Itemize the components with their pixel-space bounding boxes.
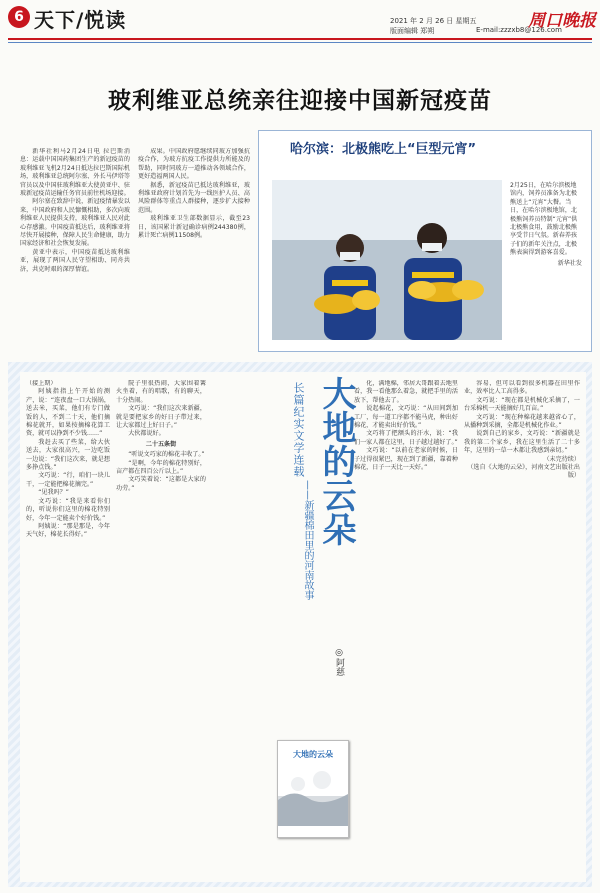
polar-bear-photo (272, 180, 502, 340)
serial-paragraph: 阿姨指指上午开始的测产，说：“连夜盘一口大锅锅，送去米，买菜，他们有专门做饭的人，不到二十天，他们摘棉花就开，如果按摘棉花算工资，就可以挣到不少钱……” (26, 388, 110, 438)
book-cover-art (278, 766, 348, 826)
editor-email: E-mail:zzzxb8@126.com (476, 26, 562, 34)
article-paragraph: 黄亚中表示，中国疫苗抵达玻利维亚，展现了两国人民守望相助、同舟共济，共克时艰的深厚情谊。 (20, 248, 130, 273)
serial-paragraph: “见我吗？” (38, 489, 69, 497)
serial-paragraph: 文巧说：“行，咱们一块儿干，一定能把棉花摘完。” (26, 472, 110, 488)
serial-paragraph: 容易，但可以看到很多机器在田里作业，效率比人工高得多。 (464, 380, 580, 396)
serial-series-label: 长篇纪实文学连载 (292, 382, 305, 478)
photo-caption-text: 2月25日，在哈尔滨极地馆内，饲养员准备为北极熊送上“元宵”大餐。当日，在哈尔滨极地馆，北极熊饲养员特制“元宵”供北极熊食用，鼓励北极熊享受节日气氛。新春养孩子们的新年关注点，北极熊表演得到游客喜爱。 (510, 182, 578, 257)
serial-paragraph: 文巧说：“我们这次来新疆，就是要把家乡的好日子带过来，让大家都过上好日子。” (116, 405, 206, 430)
serial-column-2 (116, 380, 206, 880)
article-paragraph: 据悉，新冠疫苗已抵达玻利维亚，玻利维亚政府计划首先为一线医护人员、高风险群体等重点人群接种，逐步扩大接种范围。 (138, 181, 250, 214)
newspaper-logo: 周口晚报 (528, 11, 596, 31)
serial-title: 大地的云朵 (316, 376, 356, 546)
issue-date: 2021 年 2 月 26 日 星期五 (390, 17, 477, 25)
article-paragraph: 成果。中国政府愿继续同玻方加强抗疫合作，为玻方抗疫工作提供力所能及的帮助，同时同玻方一道推动各领域合作，更好造福两国人民。 (138, 148, 250, 181)
serial-continued-note: （未完待续） (543, 455, 580, 463)
article-paragraph: 玻利维亚卫生部数据显示，截至23日，该国累计新冠确诊病例244380例，累计死亡病例11508例。 (138, 215, 250, 240)
header-rule-thin (8, 42, 592, 43)
keepers-with-yuanxiao-illustration (272, 180, 502, 340)
article-paragraph: 阿尔塞在致辞中说，新冠疫情暴发以来，中国政府和人民慷慨相助，多次向玻利维亚人民提供支持，玻利维亚人民对此心存感激。中国疫苗抵达后，玻利维亚将尽快开展接种，保障人民生命健康，助力国家经济和社会恢复发展。 (20, 198, 130, 248)
photo-caption (510, 182, 582, 268)
page-number-badge: 6 (8, 6, 30, 28)
article-column-2 (138, 148, 250, 353)
header-rule (8, 38, 592, 40)
serial-paragraph: “听说文巧家的棉花丰收了。” (128, 451, 205, 459)
serial-paragraph: 文巧说：“以前在老家的时候，日子过得很紧巴，现在到了新疆，靠着种棉花，日子一天比一天好。” (354, 447, 458, 472)
serial-column-3 (354, 380, 458, 880)
section-title: 天下/悦读 (34, 8, 127, 32)
serial-paragraph: 院子里很热闹，大家围着篝火坐着，有的唱歌，有的聊天，十分热闹。 (116, 380, 206, 404)
photo-news-title: 哈尔滨：北极熊吃上“巨型元宵” (290, 142, 477, 157)
article-column-1 (20, 148, 130, 353)
serial-paragraph: 文巧笑着说：“这都是大家的功劳。” (116, 476, 206, 492)
serial-column-1 (26, 380, 110, 880)
serial-paragraph: 文巧说：“现在种棉花越来越省心了，从播种到采摘，全都是机械化作业。” (464, 413, 580, 430)
page-editor: 版面编辑 郑朔 (390, 27, 435, 35)
serial-paragraph: 说起棉花，文巧说：“从田间到加工厂，每一道工序都不能马虎，种出好棉花，才能卖出好价钱。” (354, 405, 458, 430)
serial-paragraph: 文巧将了把额头的汗水，说：“我们一家人都在这里，日子越过越好了。” (354, 430, 458, 446)
serial-paragraph: 文巧说：“我是来看你们的，听说你们这里的棉花特别好，今年一定能卖个好价钱。” (26, 497, 110, 522)
serial-paragraph: 阿姨说：“那是那是，今年天气好，棉花长得好。” (26, 522, 110, 539)
book-cover (277, 740, 349, 838)
serial-subheading: 二十五条街 (145, 440, 177, 448)
serial-paragraph: 说到自己的家乡，文巧说：“新疆就是我的第二个家乡，我在这里生活了二十多年，这里的一草一木都让我感到亲切。” (464, 430, 580, 455)
serial-author: ◎阿慈 (334, 648, 344, 676)
serial-subtitle: ——新疆棉田里的河南故事 (302, 480, 313, 600)
main-headline: 玻利维亚总统亲往迎接中国新冠疫苗 (108, 87, 492, 114)
serial-source-note: （选自《大地的云朵》，河南文艺出版社出版） (467, 464, 580, 480)
book-cover-title: 大地的云朵 (293, 750, 333, 759)
serial-paragraph: 我赶去买了些菜，给大伙送去，大家很高兴，一边吃饭一边说：“我们这次来，就是想多挣点钱。” (26, 438, 110, 472)
serial-paragraph: 文巧说：“现在都是机械化采摘了，一台采棉机一天能摘好几百亩。” (464, 396, 580, 413)
serial-paragraph: 大伙都说好。 (128, 430, 165, 438)
article-paragraph: 新华社利马2月24日电 拉巴斯消息：运载中国国药集团生产的新冠疫苗的玻利维亚飞机2月24日抵达拉巴斯国际机场，玻利维亚总统阿尔塞、外长马伊塔等官员以及中国驻玻利维亚大使黄亚中、驻玻新冠疫苗运输任务官员前往机场迎接。 (20, 148, 130, 198)
photo-credit: 新华社发 (557, 259, 582, 267)
serial-paragraph: 化，满地棉，邻居大哥跟着去地里看，我一看他那么着急，就把手里的活放下，帮他去了。 (354, 380, 458, 404)
serial-column-4 (464, 380, 580, 880)
serial-paragraph: （接上期） (26, 380, 57, 387)
serial-paragraph: “是啊，今年的棉花特别好，亩产都在四百公斤以上。” (116, 459, 206, 476)
